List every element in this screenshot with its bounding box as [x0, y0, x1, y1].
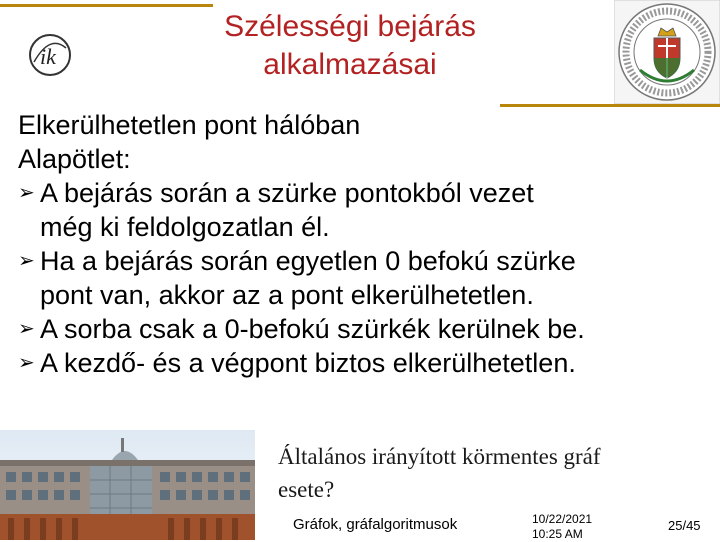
bullet-text: A kezdő- és a végpont biztos elkerülhetetlen.: [40, 348, 576, 378]
bullet-item: [18, 244, 708, 312]
arrowhead-bullet-icon: ➢: [18, 250, 35, 272]
slide-title: [130, 8, 570, 84]
bullet-text: A bejárás során a szürke pontokból vezet: [40, 178, 534, 208]
top-decorative-line: [0, 4, 213, 7]
footer-date-value: 10/22/2021: [532, 512, 593, 526]
question-line1: Általános irányított körmentes gráf: [278, 444, 601, 469]
logo-text: ik: [40, 44, 56, 69]
question-text: [278, 440, 698, 506]
arrowhead-bullet-icon: ➢: [18, 182, 35, 204]
bullet-text-cont: pont van, akkor az a pont elkerülhetetlen.: [40, 280, 534, 310]
university-seal: [614, 0, 720, 104]
question-line2: esete?: [278, 477, 335, 502]
bullet-item: [18, 346, 708, 380]
arrowhead-bullet-icon: ➢: [18, 352, 35, 374]
slide-body: [18, 108, 708, 380]
slide-title-line1: Szélességi bejárás: [224, 10, 476, 43]
right-decorative-line: [500, 104, 720, 107]
bullet-text-cont: még ki feldolgozatlan él.: [40, 212, 330, 242]
bullet-text: Ha a bejárás során egyetlen 0 befokú szürke: [40, 246, 576, 276]
campus-building-photo: [0, 430, 255, 540]
slide-title-line2: alkalmazásai: [263, 48, 437, 81]
footer-page-number: 25/45: [668, 518, 701, 533]
ik-logo: [27, 32, 73, 78]
bullet-item: [18, 176, 708, 244]
footer-time-value: 10:25 AM: [532, 527, 583, 541]
intro-text: Alapötlet:: [18, 144, 131, 174]
footer-date: [532, 512, 592, 542]
slide-heading: Elkerülhetetlen pont hálóban: [18, 110, 361, 140]
bullet-text: A sorba csak a 0-befokú szürkék kerülnek be.: [40, 314, 585, 344]
footer-title: Gráfok, gráfalgoritmusok: [293, 516, 458, 533]
arrowhead-bullet-icon: ➢: [18, 318, 35, 340]
bullet-item: [18, 312, 708, 346]
